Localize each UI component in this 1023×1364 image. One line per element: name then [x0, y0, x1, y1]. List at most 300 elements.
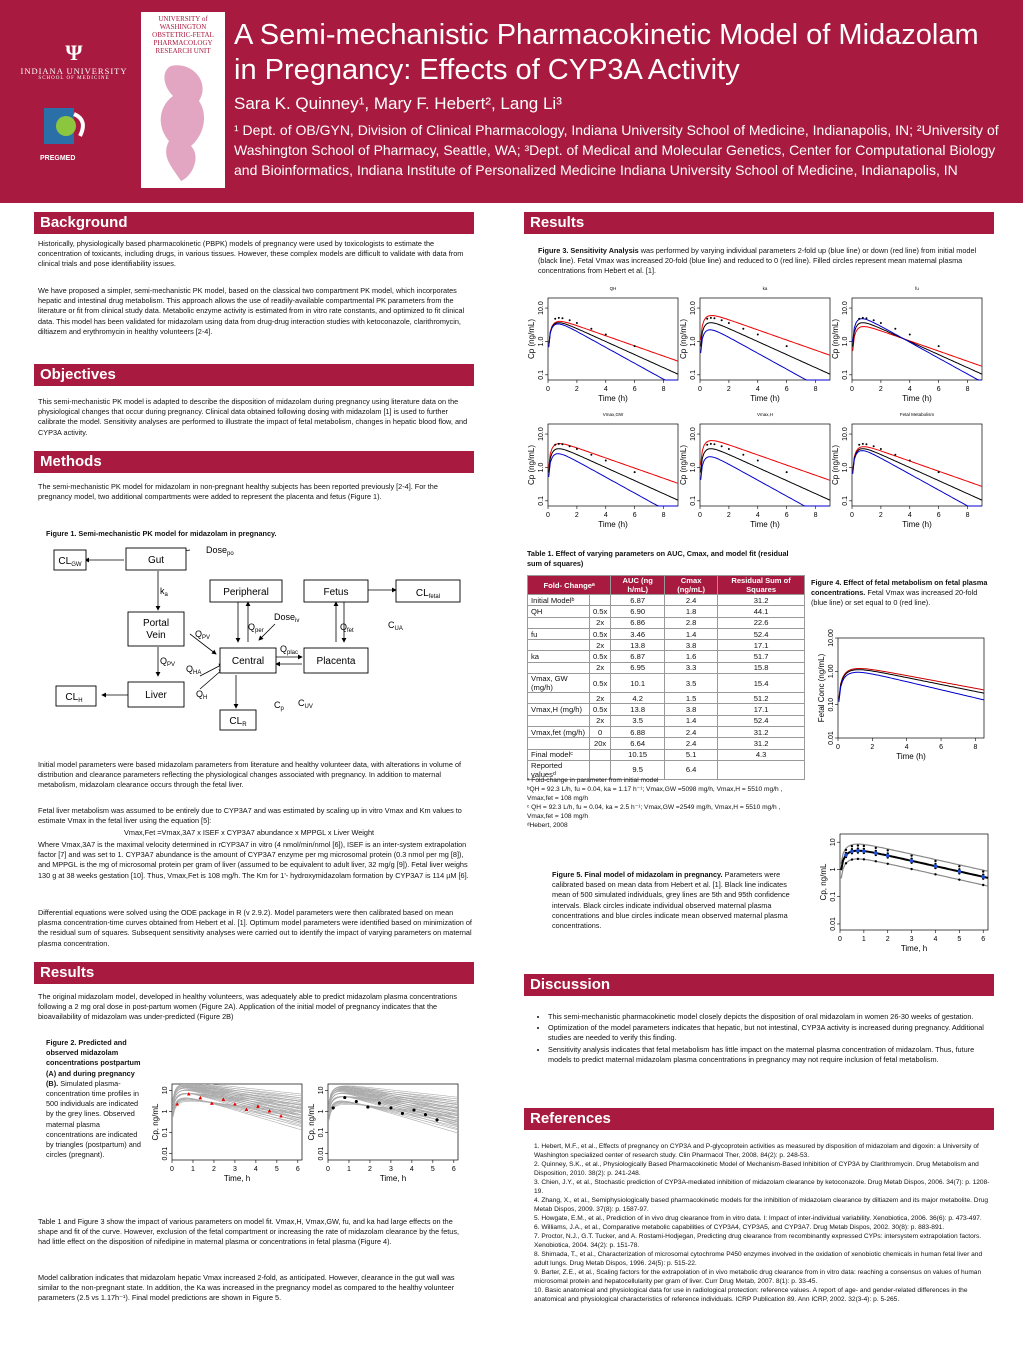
- box-placenta: Placenta: [316, 656, 356, 667]
- observed-mean-point: [742, 454, 744, 456]
- y-tick-label: 1.0: [842, 462, 849, 473]
- table-cell: 2x: [589, 662, 610, 673]
- table-cell: 2.4: [665, 738, 718, 749]
- y-tick-label: 0.1: [842, 495, 849, 506]
- reference-item: 2. Quinney, S.K., et al., Physiologically Based Pharmacokinetic Model of Mechanism-Based Inhibition of CYP3A by Clarithromycin. Drug Metabolism and Disposition, 2010. 38(2): p. 241-248.: [534, 1161, 979, 1177]
- x-tick-label: 4: [907, 386, 912, 393]
- table-cell: 3.46: [611, 628, 665, 639]
- mean-observed-point: [874, 851, 878, 855]
- table-cell: 6.90: [611, 606, 665, 617]
- table-cell: 1.8: [665, 606, 718, 617]
- y-tick-label: 0.1: [538, 369, 545, 380]
- background-heading: Background: [34, 212, 474, 234]
- panel-title: QH: [609, 286, 617, 291]
- table-cell: 15.4: [718, 674, 805, 693]
- mean-observed-point: [886, 854, 890, 858]
- panel-title: ka: [762, 286, 768, 291]
- table1-th: Cmax (ng/mL): [665, 576, 718, 595]
- y-tick-label: 10.0: [690, 301, 697, 315]
- table-cell: 2x: [589, 693, 610, 704]
- x-tick-label: 4: [603, 386, 608, 393]
- y-tick-label: 1.0: [538, 462, 545, 473]
- table-cell: 6.87: [611, 651, 665, 662]
- box-central: Central: [231, 656, 265, 667]
- methods-p1: The semi-mechanistic PK model for midazolam in non-pregnant healthy subjects has been reported previously [2-4]. For the pregnancy model, two additional compartments were added to represent the placenta and fetus (Figure 1).: [38, 482, 438, 502]
- observed-mean-point: [721, 319, 723, 321]
- x-axis-label: Time, h: [900, 944, 928, 953]
- y-axis-label: Cp, ng/mL: [819, 863, 828, 901]
- y-axis-label: Cp (ng/mL): [831, 318, 840, 360]
- x-tick-label: 1: [861, 936, 866, 943]
- box-fetus: Fetus: [323, 587, 349, 598]
- x-tick-label: 5: [957, 936, 962, 943]
- x-tick-label: 2: [211, 1166, 216, 1173]
- table-cell: Reported valuesᵈ: [528, 760, 590, 779]
- observed-mean-point: [706, 318, 708, 320]
- observed-point: [199, 1096, 202, 1099]
- x-tick-label: 0: [170, 1166, 174, 1173]
- table-row: [528, 628, 805, 639]
- mean-observed-point: [856, 849, 860, 853]
- x-tick-label: 8: [965, 386, 970, 393]
- discussion-bullet: • This semi-mechanistic pharmacokinetic model closely depicts the disposition of oral midazolam in women 26-30 weeks of gestation.: [548, 1012, 984, 1022]
- observed-mean-point: [554, 318, 556, 320]
- observed-mean-point: [728, 322, 730, 324]
- background-p1: Historically, physiologically based pharmacokinetic (PBPK) models of pregnancy were used by toxicologists to estimate the concentration of toxicants, including drugs, in various tissues. However, these complex models are difficult to validate with data from clinical trials and pose identifiability issues.: [38, 239, 464, 269]
- title-line-1: A Semi-mechanistic Pharmacokinetic Model of Midazolam: [234, 19, 979, 51]
- y-axis-label: Cp (ng/mL): [831, 444, 840, 486]
- uw-logo: [141, 12, 225, 188]
- table-row: [528, 738, 805, 749]
- individual-point: [982, 870, 984, 872]
- observed-mean-point: [721, 445, 723, 447]
- chart-frame: [852, 298, 982, 380]
- table1-note: ᵈHebert, 2008: [527, 822, 568, 829]
- reference-item: 10. Basic anatomical and physiological data for use in radiological protection: reference values. A report of age- and gender-related differences in the anatomical and physiological characteristics of reference individuals. ICRP Publication 89. Ann ICRP, 2002. 32(3-4): p. 5-265.: [534, 1287, 968, 1303]
- label-dose-po: Dose$_{po}$: [206, 545, 234, 557]
- fig2-caption-body: Simulated plasma-concentration time profiles in 500 individuals are indicated by the grey lines. Observed maternal plasma concentrations are indicated by triangles (postpartum) and circles (pregnant).: [46, 1078, 141, 1160]
- box-cl-h: $CL_H$: [65, 692, 83, 704]
- observed-mean-point: [569, 445, 571, 447]
- y-tick-label: 1.00: [828, 664, 835, 679]
- poster-title: [234, 18, 1014, 88]
- table-cell: Vmax, GW (mg/h): [528, 674, 590, 693]
- individual-point: [845, 862, 847, 864]
- individual-point: [958, 878, 960, 880]
- x-tick-label: 0: [546, 386, 550, 393]
- y-tick-label: 0.10: [828, 697, 835, 712]
- table1-note: ᶜ QH = 92.3 L/h, fu = 0.04, ka = 2.5 h⁻¹; Vmax,GW =2549 mg/h, Vmax,H = 5510 mg/h , Vmax,fet = 108 mg/h: [527, 804, 781, 820]
- individual-point: [982, 884, 984, 886]
- fig2b-chart: [304, 1080, 464, 1192]
- table-cell: Vmax,fet (mg/h): [528, 726, 590, 737]
- table-cell: [528, 693, 590, 704]
- table-cell: 0.5x: [589, 628, 610, 639]
- observed-mean-point: [710, 443, 712, 445]
- box-cl-fetal: $CL_{fetal}$: [415, 588, 441, 600]
- x-tick-label: 4: [409, 1166, 414, 1173]
- results-right-heading: Results: [524, 212, 994, 234]
- individual-point: [934, 860, 936, 862]
- methods-equation: Vmax,Fet =Vmax,3A7 x ISEF x CYP3A7 abundance x MPPGL x Liver Weight: [124, 828, 375, 837]
- table-cell: 17.1: [718, 704, 805, 715]
- label-cp: $C_p$: [274, 700, 284, 712]
- methods-p4: Where Vmax,3A7 is the maximal velocity determined in rCYP3A7 in vitro (4 nmol/min/nmol [6]), ISEF is an inter-system extrapolation factor [7] and was set to 1. CYP3A7 abundance is the amount of CYP3A7 enzyme per mg microsomal protein (0.3 nmol per mg [8]), and MPPGL is the mg of microsomal protein per gram of liver (assumed to be equivalent to adult liver, 32 mg/g [9]). Fetal liver weighs 130 g at 38 weeks gestation [10]. Thus, Vmax,Fet is 108 mg/h. The Km for 1'- hydroxymidazolam formation by CYP3A7 is 114 µM [6].: [38, 840, 469, 880]
- table-cell: 2.4: [665, 726, 718, 737]
- authors: Sara K. Quinney¹, Mary F. Hebert², Lang Li³: [234, 94, 562, 113]
- series-line-initial: [549, 323, 678, 375]
- observed-mean-point: [576, 322, 578, 324]
- mean-observed-point: [844, 853, 848, 857]
- panel-title: Fetal Metabolism: [899, 412, 935, 417]
- panel-title: Vmax,GW: [602, 412, 624, 417]
- table-cell: 0.5x: [589, 674, 610, 693]
- observed-mean-point: [786, 345, 788, 347]
- fig4-caption: [811, 578, 991, 609]
- x-tick-label: 4: [904, 744, 909, 751]
- discussion-list: [534, 1012, 984, 1066]
- methods-heading: Methods: [34, 451, 474, 473]
- table-cell: [528, 617, 590, 628]
- observed-mean-point: [865, 443, 867, 445]
- individual-point: [958, 865, 960, 867]
- x-axis-label: Time, h: [223, 1174, 251, 1183]
- table-cell: fu: [528, 628, 590, 639]
- table-cell: 1.5: [665, 693, 718, 704]
- table-row: [528, 606, 805, 617]
- observed-mean-point: [558, 317, 560, 319]
- observed-mean-point: [909, 459, 911, 461]
- box-cl-r: $CL_R$: [229, 716, 247, 728]
- observed-mean-point: [590, 454, 592, 456]
- table-cell: 31.2: [718, 726, 805, 737]
- table-cell: 0: [589, 726, 610, 737]
- fig2-caption: [46, 1038, 142, 1160]
- table1-th: Fold- Changeᵃ: [528, 576, 611, 595]
- table-cell: 15.8: [718, 662, 805, 673]
- label-cua: $C_{UA}$: [388, 620, 403, 632]
- x-axis-label: Time, h: [379, 1174, 407, 1183]
- observed-mean-point: [554, 444, 556, 446]
- label-qpv: $Q_{PV}$: [160, 656, 176, 668]
- table-cell: 0.5x: [589, 651, 610, 662]
- fetal-figure-icon: [141, 56, 225, 186]
- fig3-caption: [538, 246, 978, 277]
- table-cell: 6.64: [611, 738, 665, 749]
- label-qpv-top: $Q_{PV}$: [195, 629, 211, 641]
- box-vein: Vein: [146, 630, 166, 641]
- observed-mean-point: [569, 319, 571, 321]
- table-cell: 13.8: [611, 640, 665, 651]
- y-axis-label: Cp (ng/mL): [679, 318, 688, 360]
- y-tick-label: 0.1: [690, 495, 697, 506]
- y-tick-label: 0.1: [318, 1127, 325, 1138]
- individual-point: [887, 863, 889, 865]
- y-tick-label: 1.0: [538, 336, 545, 347]
- x-tick-label: 0: [838, 936, 842, 943]
- observed-point: [355, 1100, 358, 1103]
- discussion-bullet: • Optimization of the model parameters indicates that hepatic, but not intestinal, CYP3A activity is increased during pregnancy. Additional studies are needed to verify this finding.: [548, 1023, 984, 1043]
- table-cell: [528, 662, 590, 673]
- results-left-heading: Results: [34, 962, 474, 984]
- series-line-up: [549, 454, 678, 506]
- observed-mean-point: [862, 443, 864, 445]
- reference-item: 1. Hebert, M.F., et al., Effects of pregnancy on CYP3A and P-glycoprotein activities as measured by disposition of midazolam and digoxin: a University of Washington specialized center of research study. Clin Pharmacol Ther, 2008. 84(2): p. 248-53.: [534, 1143, 979, 1159]
- observed-mean-point: [880, 322, 882, 324]
- observed-mean-point: [742, 328, 744, 330]
- table-cell: 9.5: [611, 760, 665, 779]
- reference-item: 5. Howgate, E.M., et al., Prediction of in vivo drug clearance from in vitro data. I: Impact of inter-individual variability. Xenobiotica, 2006. 36(6): p. 473-497.: [534, 1215, 982, 1222]
- table-cell: Initial Modelᵇ: [528, 595, 590, 606]
- discussion-bullet: • Sensitivity analysis indicates that fetal metabolism has little impact on the maternal plasma concentration of midazolam. Thus, future models to predict maternal midazolam plasma concentrations in pregnancy may not require inclusion of fetal metabolism.: [548, 1045, 984, 1065]
- methods-p3: Fetal liver metabolism was assumed to be entirely due to CYP3A7 and was estimated by scaling up in vitro Vmax and Km values to estimate Vmax in the fetal liver using the equation [5]:: [38, 806, 462, 826]
- observed-mean-point: [880, 448, 882, 450]
- series-line-down: [701, 441, 830, 481]
- x-tick-label: 0: [850, 386, 854, 393]
- label-qplac: $Q_{plac}$: [280, 644, 299, 656]
- x-tick-label: 5: [274, 1166, 279, 1173]
- observed-mean-point: [558, 443, 560, 445]
- table-row: [528, 693, 805, 704]
- x-tick-label: 0: [836, 744, 840, 751]
- x-tick-label: 6: [784, 512, 789, 519]
- table-cell: 4.2: [611, 693, 665, 704]
- x-tick-label: 3: [388, 1166, 393, 1173]
- table-cell: 52.4: [718, 715, 805, 726]
- x-tick-label: 3: [909, 936, 914, 943]
- x-tick-label: 0: [546, 512, 550, 519]
- x-tick-label: 1: [191, 1166, 195, 1173]
- label-qh: $Q_H$: [196, 689, 208, 701]
- x-tick-label: 5: [430, 1166, 435, 1173]
- fig3-sensitivity-grid: [527, 284, 990, 534]
- series-line-down: [549, 444, 678, 484]
- mean-observed-point: [862, 849, 866, 853]
- mean-observed-point: [958, 870, 962, 874]
- table1-notes: [527, 776, 803, 830]
- affiliations: ¹ Dept. of OB/GYN, Division of Clinical Pharmacology, Indiana University School of Medicine, Indianapolis, IN; ²University of Washington School of Pharmacy, Seattle, WA; ³Dept. of Medical and Molecular Genetics, Center for Computational Biology and Bioinformatics, Indiana Institute of Personalized Medicine Indiana University School of Medicine, Indianapolis, IN: [234, 122, 999, 178]
- x-tick-label: 6: [936, 512, 941, 519]
- observed-point: [424, 1113, 427, 1116]
- table-cell: 51.2: [718, 693, 805, 704]
- x-tick-label: 6: [936, 386, 941, 393]
- table1-th: AUC (ng h/mL): [611, 576, 665, 595]
- table-cell: 3.8: [665, 704, 718, 715]
- observed-mean-point: [873, 319, 875, 321]
- table-cell: ka: [528, 651, 590, 662]
- table-row: [528, 749, 805, 760]
- individual-point: [910, 854, 912, 856]
- observed-mean-point: [590, 328, 592, 330]
- fig4-chart: [808, 629, 992, 766]
- x-axis-label: Time (h): [896, 752, 926, 761]
- table-cell: Vmax,H (mg/h): [528, 704, 590, 715]
- table-row: [528, 662, 805, 673]
- table-cell: 10.1: [611, 674, 665, 693]
- mean-observed-point: [981, 875, 985, 879]
- individual-point: [851, 858, 853, 860]
- label-qha: $Q_{HA}$: [186, 664, 202, 676]
- methods-p2: Initial model parameters were based midazolam parameters from literature and healthy volunteer data, with alterations in volume of distribution and clearance parameters reflecting the physiological changes associated with pregnancy. In addition to maternal metabolism, midazolam clearance occurs through the fetal liver.: [38, 760, 462, 790]
- table-cell: 3.5: [665, 674, 718, 693]
- x-tick-label: 8: [973, 744, 978, 751]
- observed-point: [401, 1112, 404, 1115]
- table-cell: 2x: [589, 640, 610, 651]
- individual-point: [934, 873, 936, 875]
- observed-mean-point: [894, 328, 896, 330]
- table-cell: [589, 595, 610, 606]
- fig5-caption-body: Parameters were calibrated based on mean data from Hebert et al. [1]. Black line indicates mean of 500 simulated individuals, grey lines are 5th and 95th confidence intervals. Black circles indicate individual observed maternal plasma concentrations and blue circles indicate mean observed maternal plasma concentrations.: [552, 870, 790, 931]
- x-axis-label: Time (h): [598, 394, 628, 403]
- table-cell: 1.6: [665, 651, 718, 662]
- x-tick-label: 0: [698, 386, 702, 393]
- references-list: [534, 1142, 990, 1304]
- x-axis-label: Time (h): [902, 394, 932, 403]
- table-cell: 3.5: [611, 715, 665, 726]
- mean-observed-point: [934, 864, 938, 868]
- reference-item: 6. Williams, J.A., et al., Comparative metabolic capabilities of CYP3A4, CYP3A5, and CYP3A7. Drug Metab Dispos, 2002. 30(8): p. 883-891.: [534, 1224, 945, 1231]
- table-cell: 31.2: [718, 738, 805, 749]
- observed-point: [378, 1102, 381, 1105]
- x-tick-label: 8: [661, 386, 666, 393]
- y-axis-label: Cp (ng/mL): [679, 444, 688, 486]
- box-gut: Gut: [147, 555, 165, 566]
- observed-mean-point: [757, 459, 759, 461]
- chart-frame: [840, 834, 988, 930]
- individual-point: [857, 844, 859, 846]
- x-axis-label: Time (h): [750, 394, 780, 403]
- table-cell: 0.5x: [589, 606, 610, 617]
- reference-item: 7. Proctor, N.J., G.T. Tucker, and A. Rostami-Hodjegan, Predicting drug clearance from recombinantly expressed CYPs: intersystem extrapolation factors. Xenobiotica, 2004. 34(2): p. 151-78.: [534, 1233, 982, 1249]
- individual-point: [887, 849, 889, 851]
- observed-mean-point: [938, 345, 940, 347]
- x-tick-label: 4: [755, 386, 760, 393]
- table1-caption: Table 1. Effect of varying parameters on AUC, Cmax, and model fit (residual sum of squares): [527, 549, 789, 569]
- table-row: [528, 704, 805, 715]
- mean-observed-point: [910, 859, 914, 863]
- iu-logo: [20, 40, 128, 81]
- chart-frame: [700, 298, 830, 380]
- table-cell: 2x: [589, 617, 610, 628]
- table-cell: 13.8: [611, 704, 665, 715]
- box-portal: Portal: [142, 618, 170, 629]
- observed-point: [343, 1096, 346, 1099]
- label-dose-iv: Dose$_{iv}$: [274, 612, 300, 624]
- iu-logo-text: INDIANA UNIVERSITY: [20, 66, 128, 76]
- y-tick-label: 0.1: [538, 495, 545, 506]
- sensitivity-panel: [679, 412, 830, 529]
- y-tick-label: 10.00: [828, 629, 835, 647]
- x-axis-label: Time (h): [902, 520, 932, 529]
- fig1-pk-diagram: [40, 540, 480, 740]
- series-line-initial: [853, 449, 982, 501]
- observed-mean-point: [710, 317, 712, 319]
- x-tick-label: 2: [885, 936, 890, 943]
- table-row: [528, 617, 805, 628]
- table-cell: 2.4: [665, 595, 718, 606]
- fig5-chart: [804, 830, 994, 962]
- y-tick-label: 0.01: [828, 731, 835, 745]
- y-tick-label: 10.0: [690, 427, 697, 441]
- table-cell: 6.86: [611, 617, 665, 628]
- x-tick-label: 6: [784, 386, 789, 393]
- table1-header-row: [528, 576, 805, 595]
- label-cuv: $C_{UV}$: [298, 698, 313, 710]
- sensitivity-panel: [527, 412, 678, 529]
- table-cell: 2.8: [665, 617, 718, 628]
- table-cell: 1.4: [665, 628, 718, 639]
- y-axis-label: Cp, ng/mL: [307, 1103, 316, 1141]
- x-tick-label: 0: [850, 512, 854, 519]
- x-tick-label: 6: [632, 386, 637, 393]
- x-tick-label: 4: [253, 1166, 258, 1173]
- x-tick-label: 2: [367, 1166, 372, 1173]
- table-cell: [528, 640, 590, 651]
- table-cell: 51.7: [718, 651, 805, 662]
- series-line-initial: [701, 449, 830, 501]
- table-cell: 31.2: [718, 595, 805, 606]
- table-cell: 10.15: [611, 749, 665, 760]
- discussion-heading: Discussion: [524, 974, 994, 996]
- chart-frame: [852, 424, 982, 506]
- x-tick-label: 2: [878, 512, 883, 519]
- chart-frame: [838, 638, 984, 738]
- x-tick-label: 2: [574, 512, 579, 519]
- series-line-up: [549, 324, 678, 380]
- iu-logo-subtext: SCHOOL OF MEDICINE: [38, 76, 110, 81]
- mean-observed-point: [850, 850, 854, 854]
- reference-item: 8. Shimada, T., et al., Characterization of microsomal cytochrome P450 enzymes involved in the oxidation of xenobiotic chemicals in human fetal liver and adult lungs. Drug Metab Dispos, 1996. 24(5): p. 515-22.: [534, 1251, 983, 1267]
- chart-frame: [700, 424, 830, 506]
- x-tick-label: 8: [965, 512, 970, 519]
- results-left-p2: Table 1 and Figure 3 show the impact of various parameters on model fit. Vmax,H, Vmax,GW, fu, and ka had large effects on the shape and fit of the curve. However, exclusion of the fetal compartment or increasing the rate of midazolam clearance by the fetus, had little effect on the disposition of nifedipine in maternal plasma or concentrations in fetal plasma (Figure 4).: [38, 1217, 460, 1247]
- x-tick-label: 8: [661, 512, 666, 519]
- x-tick-label: 2: [878, 386, 883, 393]
- fig2a-chart: [148, 1080, 308, 1192]
- y-tick-label: 10.0: [842, 427, 849, 441]
- table-cell: 4.3: [718, 749, 805, 760]
- individual-point: [875, 847, 877, 849]
- table-cell: 52.4: [718, 628, 805, 639]
- individual-point: [875, 860, 877, 862]
- y-tick-label: 10.0: [538, 427, 545, 441]
- individual-point: [857, 858, 859, 860]
- y-tick-label: 10.0: [842, 301, 849, 315]
- box-cl-gw: $CL_{GW}$: [58, 556, 82, 568]
- table-cell: 1.4: [665, 715, 718, 726]
- table-cell: 0.5x: [589, 704, 610, 715]
- series-line-up: [701, 330, 830, 380]
- table-cell: [528, 715, 590, 726]
- observed-mean-point: [605, 459, 607, 461]
- x-tick-label: 1: [347, 1166, 351, 1173]
- observed-mean-point: [634, 471, 636, 473]
- observed-mean-point: [713, 443, 715, 445]
- y-tick-label: 1: [162, 1109, 169, 1114]
- x-tick-label: 8: [813, 386, 818, 393]
- observed-mean-point: [858, 444, 860, 446]
- label-qper: $Q_{per}$: [248, 622, 264, 634]
- fig4-caption-body: Fetal Vmax was increased 20-fold (blue line) or set equal to 0 (red line).: [811, 588, 978, 608]
- individual-point: [845, 849, 847, 851]
- observed-mean-point: [873, 445, 875, 447]
- table-row: [528, 640, 805, 651]
- fig4-caption-title: Figure 4. Effect of fetal metabolism on fetal plasma concentrations.: [811, 578, 988, 598]
- table-cell: 6.95: [611, 662, 665, 673]
- table1: [527, 575, 805, 780]
- observed-point: [332, 1106, 335, 1109]
- panel-title: Vmax,H: [756, 412, 774, 417]
